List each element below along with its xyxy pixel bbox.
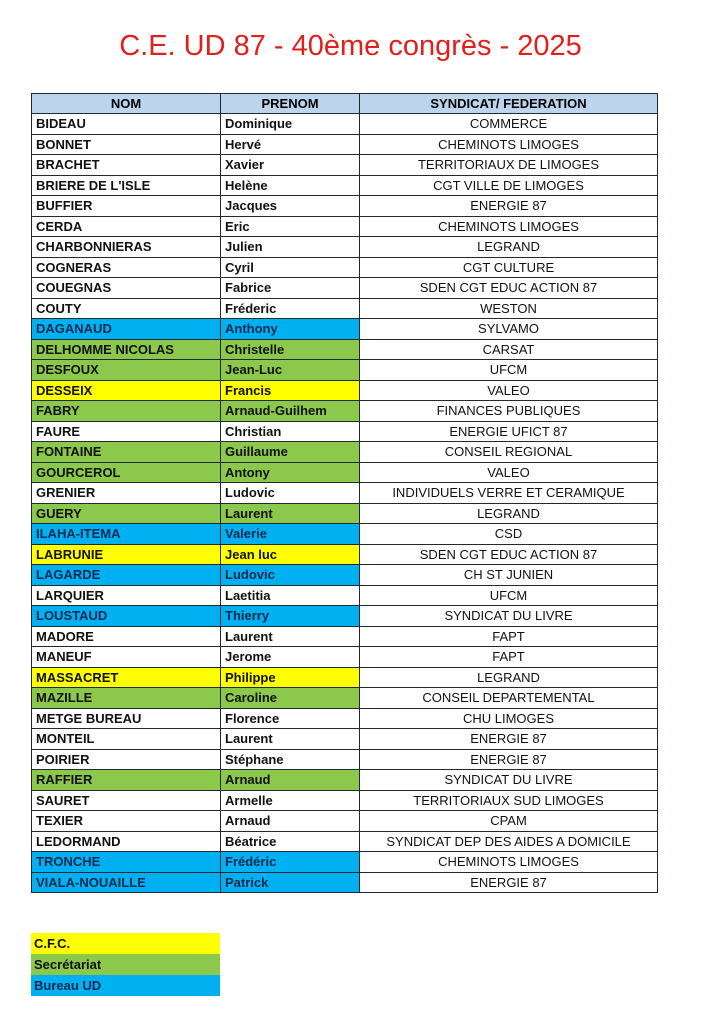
- prenom-cell: Jerome: [221, 647, 360, 668]
- syndicat-cell: ENERGIE 87: [360, 729, 658, 750]
- nom-cell: RAFFIER: [32, 770, 221, 791]
- nom-cell: MANEUF: [32, 647, 221, 668]
- syndicat-cell: INDIVIDUELS VERRE ET CERAMIQUE: [360, 483, 658, 504]
- syndicat-cell: UFCM: [360, 585, 658, 606]
- syndicat-cell: CGT CULTURE: [360, 257, 658, 278]
- syndicat-cell: ENERGIE 87: [360, 872, 658, 893]
- table-row: [32, 114, 658, 135]
- table-row: [32, 319, 658, 340]
- prenom-cell: Francis: [221, 380, 360, 401]
- prenom-cell: Anthony: [221, 319, 360, 340]
- nom-cell: VIALA-NOUAILLE: [32, 872, 221, 893]
- prenom-cell: Laurent: [221, 626, 360, 647]
- table-row: [32, 729, 658, 750]
- prenom-cell: Frédéric: [221, 852, 360, 873]
- nom-cell: MADORE: [32, 626, 221, 647]
- nom-cell: GUERY: [32, 503, 221, 524]
- prenom-cell: Hervé: [221, 134, 360, 155]
- nom-cell: MONTEIL: [32, 729, 221, 750]
- syndicat-cell: LEGRAND: [360, 503, 658, 524]
- prenom-cell: Guillaume: [221, 442, 360, 463]
- prenom-cell: Antony: [221, 462, 360, 483]
- prenom-cell: Cyril: [221, 257, 360, 278]
- nom-cell: LABRUNIE: [32, 544, 221, 565]
- syndicat-cell: CSD: [360, 524, 658, 545]
- nom-cell: GRENIER: [32, 483, 221, 504]
- table-row: [32, 708, 658, 729]
- nom-cell: POIRIER: [32, 749, 221, 770]
- syndicat-cell: SYLVAMO: [360, 319, 658, 340]
- prenom-cell: Helène: [221, 175, 360, 196]
- table-header-row: [32, 94, 658, 114]
- table-row: [32, 524, 658, 545]
- syndicat-cell: CHEMINOTS LIMOGES: [360, 134, 658, 155]
- nom-cell: MASSACRET: [32, 667, 221, 688]
- nom-cell: GOURCEROL: [32, 462, 221, 483]
- nom-cell: CERDA: [32, 216, 221, 237]
- syndicat-cell: CPAM: [360, 811, 658, 832]
- syndicat-cell: VALEO: [360, 380, 658, 401]
- prenom-cell: Ludovic: [221, 565, 360, 586]
- table-row: [32, 585, 658, 606]
- legend-item: Secrétariat: [31, 954, 220, 975]
- syndicat-cell: CHU LIMOGES: [360, 708, 658, 729]
- table-row: [32, 237, 658, 258]
- prenom-cell: Béatrice: [221, 831, 360, 852]
- prenom-cell: Eric: [221, 216, 360, 237]
- column-header-syndicat: SYNDICAT/ FEDERATION: [360, 94, 658, 114]
- prenom-cell: Arnaud: [221, 811, 360, 832]
- prenom-cell: Laetitia: [221, 585, 360, 606]
- prenom-cell: Arnaud: [221, 770, 360, 791]
- nom-cell: SAURET: [32, 790, 221, 811]
- nom-cell: FAURE: [32, 421, 221, 442]
- syndicat-cell: ENERGIE 87: [360, 196, 658, 217]
- table-row: [32, 421, 658, 442]
- syndicat-cell: UFCM: [360, 360, 658, 381]
- prenom-cell: Thierry: [221, 606, 360, 627]
- syndicat-cell: CONSEIL DEPARTEMENTAL: [360, 688, 658, 709]
- prenom-cell: Julien: [221, 237, 360, 258]
- prenom-cell: Fréderic: [221, 298, 360, 319]
- legend: [31, 933, 220, 996]
- prenom-cell: Arnaud-Guilhem: [221, 401, 360, 422]
- syndicat-cell: SDEN CGT EDUC ACTION 87: [360, 278, 658, 299]
- prenom-cell: Fabrice: [221, 278, 360, 299]
- prenom-cell: Armelle: [221, 790, 360, 811]
- table-row: [32, 360, 658, 381]
- syndicat-cell: VALEO: [360, 462, 658, 483]
- table-row: [32, 442, 658, 463]
- syndicat-cell: CH ST JUNIEN: [360, 565, 658, 586]
- nom-cell: BONNET: [32, 134, 221, 155]
- table-row: [32, 196, 658, 217]
- nom-cell: COUEGNAS: [32, 278, 221, 299]
- prenom-cell: Florence: [221, 708, 360, 729]
- syndicat-cell: CONSEIL REGIONAL: [360, 442, 658, 463]
- syndicat-cell: CHEMINOTS LIMOGES: [360, 852, 658, 873]
- syndicat-cell: SYNDICAT DEP DES AIDES A DOMICILE: [360, 831, 658, 852]
- table-row: [32, 852, 658, 873]
- table-row: [32, 462, 658, 483]
- syndicat-cell: LEGRAND: [360, 237, 658, 258]
- table-row: [32, 688, 658, 709]
- members-table: [31, 93, 658, 893]
- syndicat-cell: SDEN CGT EDUC ACTION 87: [360, 544, 658, 565]
- nom-cell: DELHOMME NICOLAS: [32, 339, 221, 360]
- syndicat-cell: FINANCES PUBLIQUES: [360, 401, 658, 422]
- table-row: [32, 216, 658, 237]
- table-row: [32, 544, 658, 565]
- table-row: [32, 175, 658, 196]
- syndicat-cell: LEGRAND: [360, 667, 658, 688]
- prenom-cell: Christian: [221, 421, 360, 442]
- table-row: [32, 339, 658, 360]
- table-row: [32, 134, 658, 155]
- nom-cell: BRIERE DE L'ISLE: [32, 175, 221, 196]
- column-header-nom: NOM: [32, 94, 221, 114]
- prenom-cell: Philippe: [221, 667, 360, 688]
- nom-cell: METGE BUREAU: [32, 708, 221, 729]
- syndicat-cell: CGT VILLE DE LIMOGES: [360, 175, 658, 196]
- nom-cell: LAGARDE: [32, 565, 221, 586]
- syndicat-cell: COMMERCE: [360, 114, 658, 135]
- nom-cell: COGNERAS: [32, 257, 221, 278]
- nom-cell: BUFFIER: [32, 196, 221, 217]
- syndicat-cell: FAPT: [360, 647, 658, 668]
- table-row: [32, 770, 658, 791]
- legend-item: Bureau UD: [31, 975, 220, 996]
- nom-cell: DESFOUX: [32, 360, 221, 381]
- table-row: [32, 872, 658, 893]
- nom-cell: BRACHET: [32, 155, 221, 176]
- table-row: [32, 257, 658, 278]
- table-row: [32, 155, 658, 176]
- table-row: [32, 831, 658, 852]
- prenom-cell: Ludovic: [221, 483, 360, 504]
- nom-cell: TEXIER: [32, 811, 221, 832]
- syndicat-cell: TERRITORIAUX SUD LIMOGES: [360, 790, 658, 811]
- nom-cell: FONTAINE: [32, 442, 221, 463]
- table-row: [32, 749, 658, 770]
- nom-cell: COUTY: [32, 298, 221, 319]
- prenom-cell: Valerie: [221, 524, 360, 545]
- nom-cell: MAZILLE: [32, 688, 221, 709]
- prenom-cell: Dominique: [221, 114, 360, 135]
- table-row: [32, 667, 658, 688]
- table-row: [32, 647, 658, 668]
- table-row: [32, 503, 658, 524]
- table-row: [32, 278, 658, 299]
- table-row: [32, 565, 658, 586]
- syndicat-cell: WESTON: [360, 298, 658, 319]
- prenom-cell: Laurent: [221, 729, 360, 750]
- page-title: C.E. UD 87 - 40ème congrès - 2025: [119, 30, 582, 62]
- prenom-cell: Patrick: [221, 872, 360, 893]
- syndicat-cell: FAPT: [360, 626, 658, 647]
- nom-cell: DAGANAUD: [32, 319, 221, 340]
- syndicat-cell: ENERGIE 87: [360, 749, 658, 770]
- table-row: [32, 298, 658, 319]
- column-header-prenom: PRENOM: [221, 94, 360, 114]
- syndicat-cell: CHEMINOTS LIMOGES: [360, 216, 658, 237]
- table-row: [32, 626, 658, 647]
- legend-item: C.F.C.: [31, 933, 220, 954]
- table-row: [32, 380, 658, 401]
- nom-cell: LOUSTAUD: [32, 606, 221, 627]
- prenom-cell: Xavier: [221, 155, 360, 176]
- syndicat-cell: ENERGIE UFICT 87: [360, 421, 658, 442]
- table-row: [32, 790, 658, 811]
- table-row: [32, 401, 658, 422]
- syndicat-cell: SYNDICAT DU LIVRE: [360, 606, 658, 627]
- nom-cell: CHARBONNIERAS: [32, 237, 221, 258]
- prenom-cell: Stéphane: [221, 749, 360, 770]
- nom-cell: BIDEAU: [32, 114, 221, 135]
- prenom-cell: Jacques: [221, 196, 360, 217]
- table-row: [32, 483, 658, 504]
- syndicat-cell: CARSAT: [360, 339, 658, 360]
- syndicat-cell: TERRITORIAUX DE LIMOGES: [360, 155, 658, 176]
- prenom-cell: Jean luc: [221, 544, 360, 565]
- prenom-cell: Laurent: [221, 503, 360, 524]
- table-row: [32, 811, 658, 832]
- nom-cell: DESSEIX: [32, 380, 221, 401]
- prenom-cell: Christelle: [221, 339, 360, 360]
- prenom-cell: Caroline: [221, 688, 360, 709]
- prenom-cell: Jean-Luc: [221, 360, 360, 381]
- nom-cell: TRONCHE: [32, 852, 221, 873]
- nom-cell: LARQUIER: [32, 585, 221, 606]
- nom-cell: FABRY: [32, 401, 221, 422]
- table-row: [32, 606, 658, 627]
- nom-cell: LEDORMAND: [32, 831, 221, 852]
- nom-cell: ILAHA-ITEMA: [32, 524, 221, 545]
- syndicat-cell: SYNDICAT DU LIVRE: [360, 770, 658, 791]
